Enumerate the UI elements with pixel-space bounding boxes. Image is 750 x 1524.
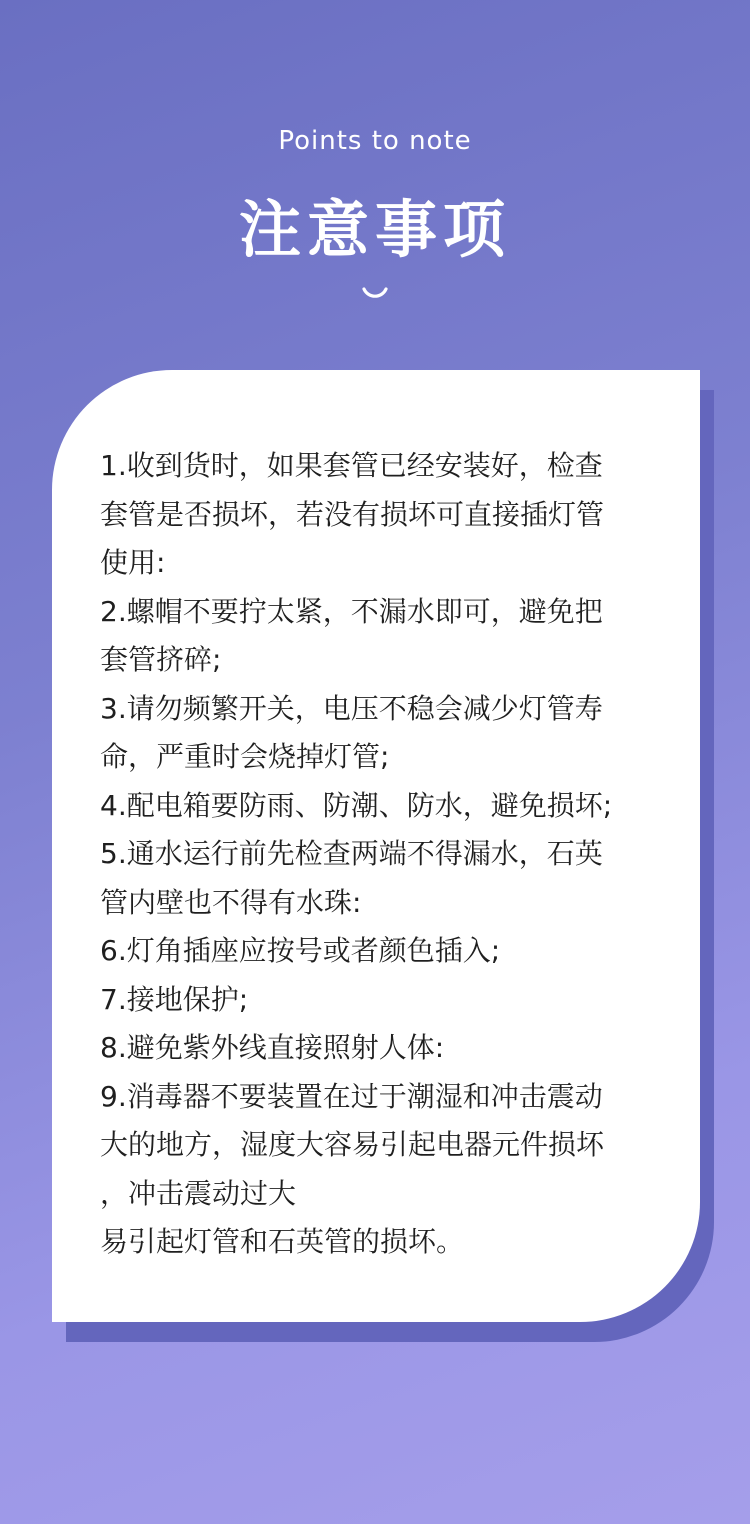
note-line: 管内壁也不得有水珠:	[100, 885, 362, 919]
notes-card	[52, 370, 700, 1322]
notes-content	[100, 442, 670, 1267]
note-line: 4.配电箱要防雨、防潮、防水，避免损坏;	[100, 788, 613, 822]
note-line: 易引起灯管和石英管的损坏。	[100, 1225, 465, 1258]
smile-arc-icon	[361, 285, 389, 311]
note-line: 5.通水运行前先检查两端不得漏水，石英	[100, 837, 603, 870]
header-subtitle: Points to note	[278, 126, 472, 156]
note-line: 使用:	[100, 546, 166, 579]
note-line: 6.灯角插座应按号或者颜色插入;	[100, 934, 501, 967]
note-line: 8.避免紫外线直接照射人体:	[100, 1031, 445, 1064]
note-line: 命，严重时会烧掉灯管;	[100, 740, 390, 773]
note-line: 1.收到货时，如果套管已经安装好，检查	[100, 449, 603, 482]
page-title: 注意事项	[238, 193, 511, 266]
note-line: 3.请勿频繁开关，电压不稳会减少灯管寿	[100, 691, 603, 725]
note-line: 7.接地保护;	[100, 982, 249, 1016]
note-line: 套管挤碎;	[100, 643, 222, 676]
note-line: 2.螺帽不要拧太紧，不漏水即可，避免把	[100, 594, 603, 628]
note-line: 大的地方，湿度大容易引起电器元件损坏	[100, 1128, 605, 1161]
note-line: 套管是否损坏，若没有损坏可直接插灯管	[100, 497, 605, 531]
note-line: 9.消毒器不要装置在过于潮湿和冲击震动	[100, 1079, 603, 1113]
note-line: ，冲击震动过大	[100, 1176, 297, 1210]
